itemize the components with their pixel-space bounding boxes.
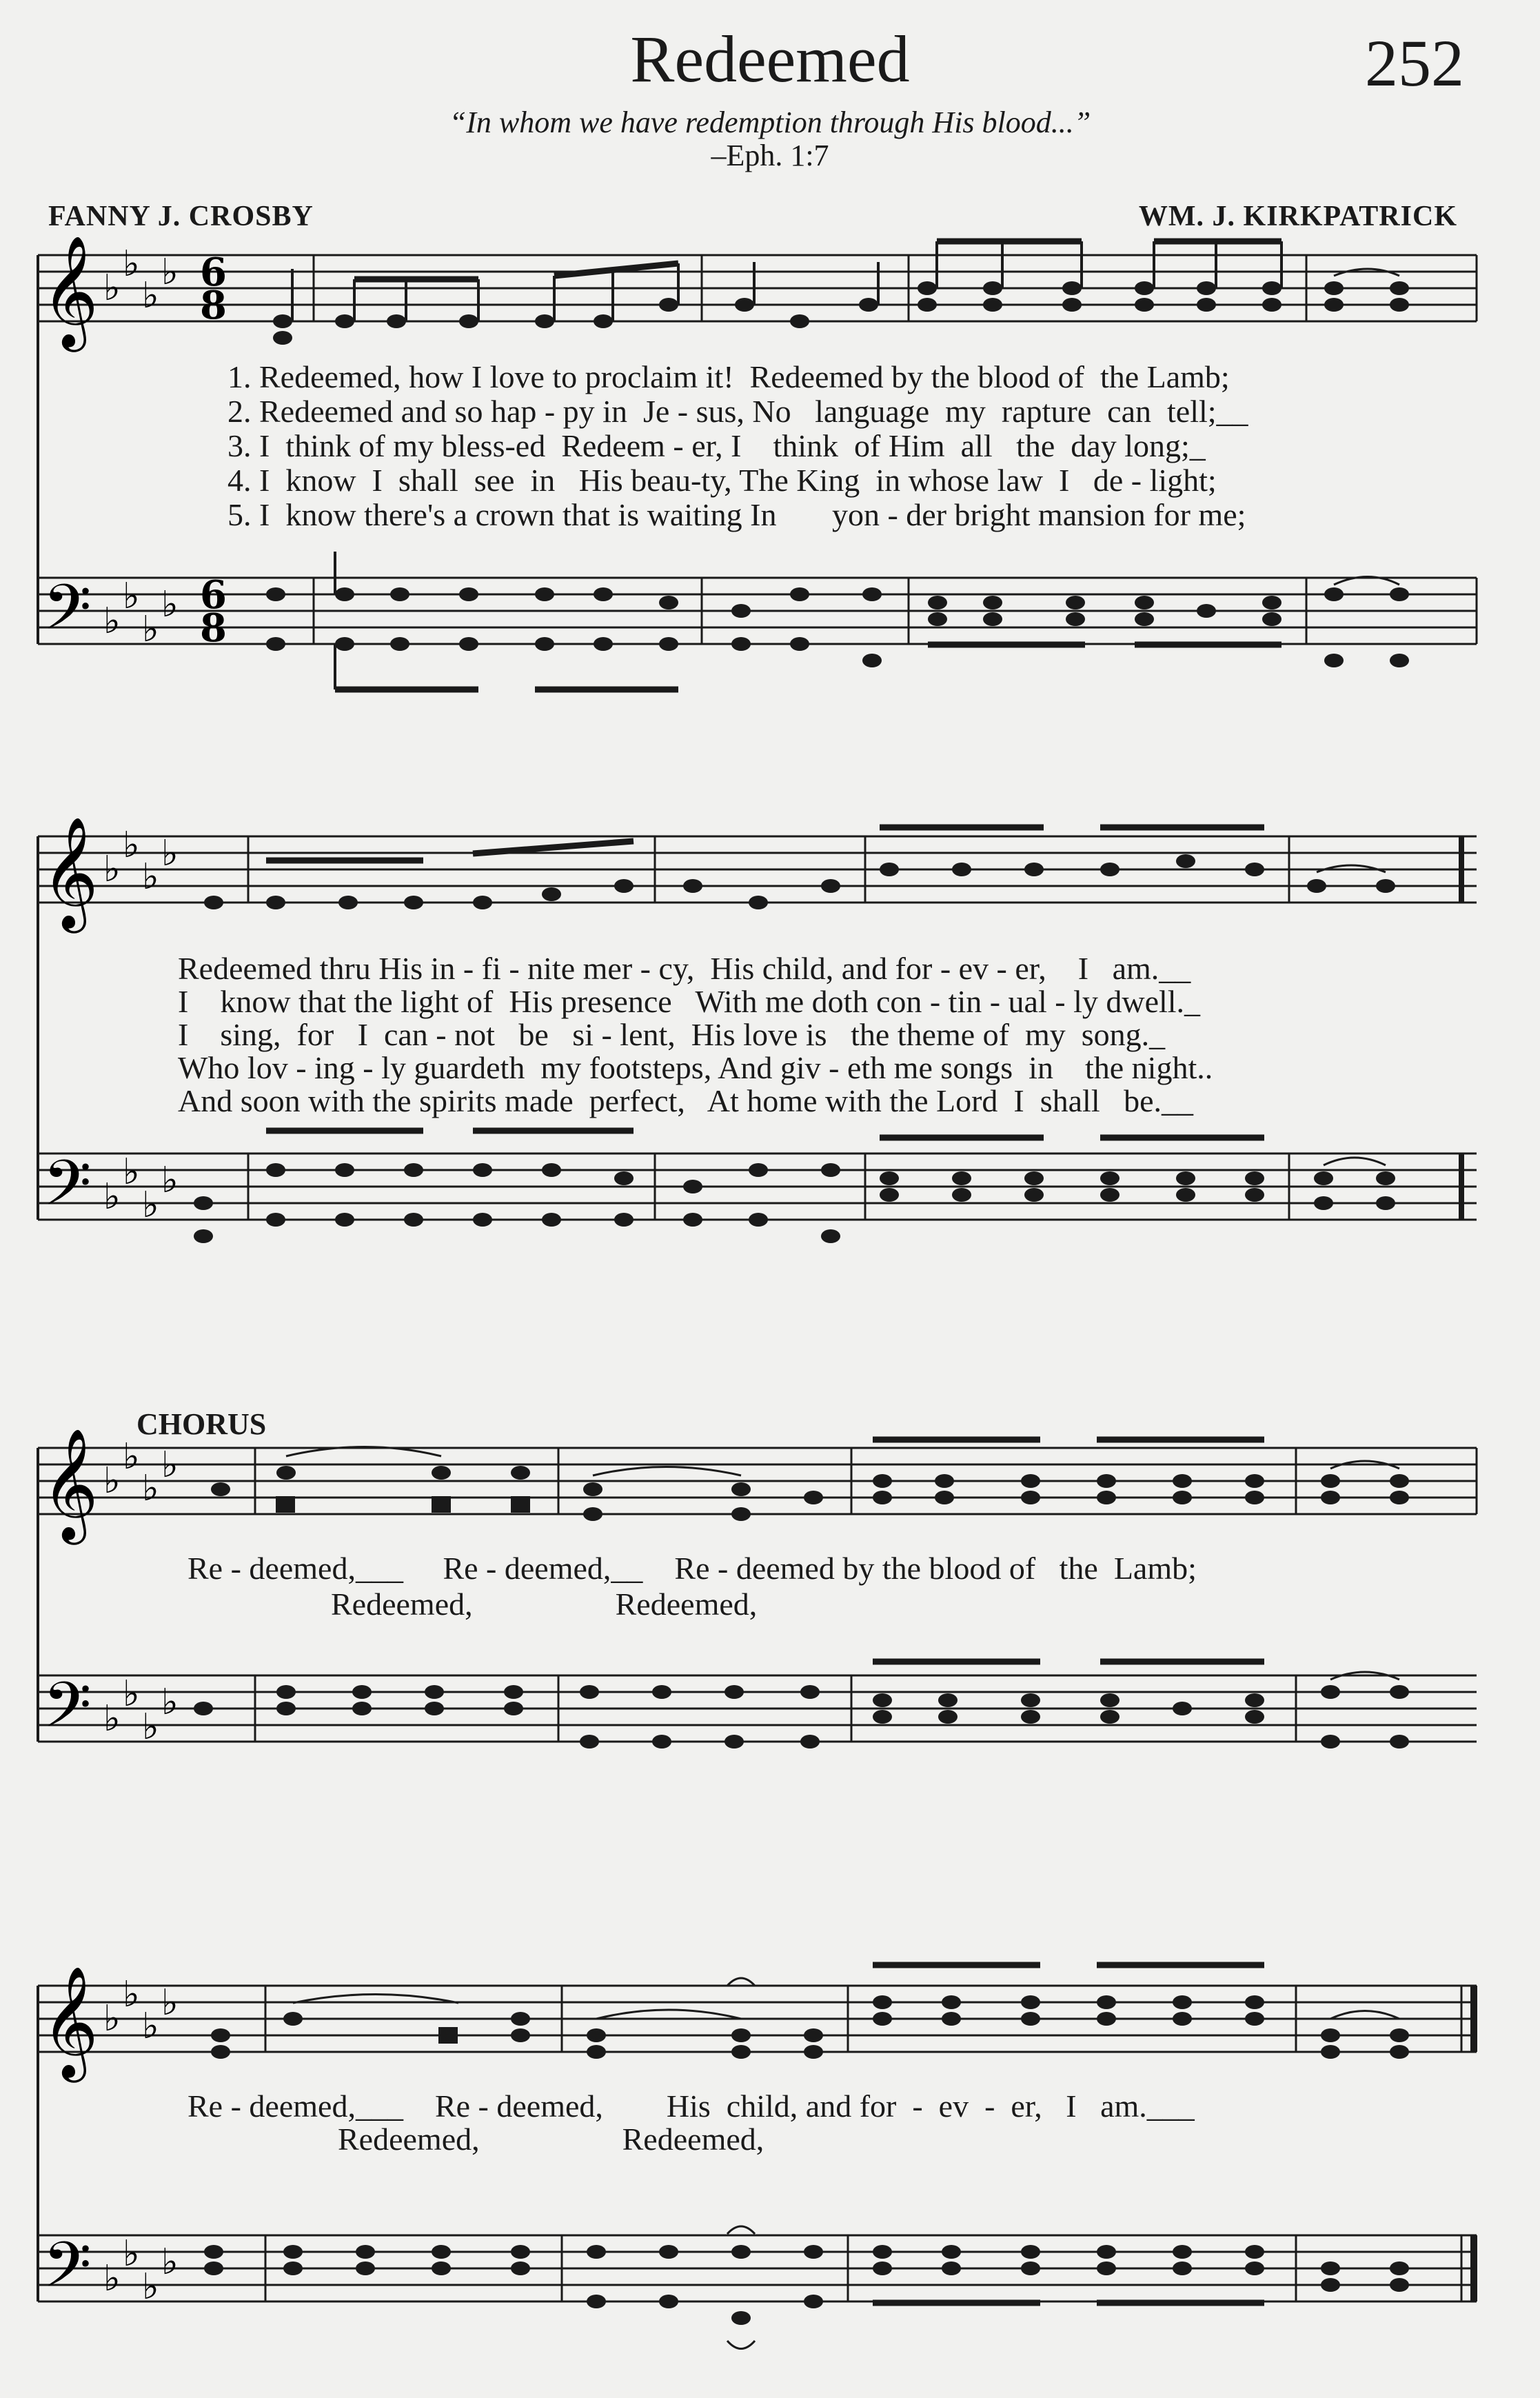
svg-text:♭: ♭ bbox=[123, 825, 140, 866]
svg-text:♭: ♭ bbox=[161, 833, 179, 874]
lyricist-credit: FANNY J. CROSBY bbox=[48, 201, 314, 232]
svg-text:♭: ♭ bbox=[103, 1998, 121, 2039]
bass-clef-icon: 𝄢 bbox=[43, 571, 92, 659]
svg-text:♭: ♭ bbox=[142, 1185, 159, 1226]
hymn-title: Redeemed bbox=[630, 22, 910, 96]
svg-text:♭: ♭ bbox=[123, 1436, 140, 1478]
verse-3-line-2: I sing, for I can - not be si - lent, His love is the theme of my song._ bbox=[178, 1017, 1166, 1052]
svg-text:♭: ♭ bbox=[103, 601, 121, 642]
svg-text:♭: ♭ bbox=[161, 1160, 179, 1201]
svg-text:♭: ♭ bbox=[142, 2006, 159, 2047]
svg-text:♭: ♭ bbox=[161, 1682, 179, 1723]
svg-text:♭: ♭ bbox=[123, 1673, 140, 1715]
svg-text:♭: ♭ bbox=[123, 1151, 140, 1193]
svg-text:♭: ♭ bbox=[123, 576, 140, 617]
svg-text:♭: ♭ bbox=[161, 252, 179, 293]
verse-5-line-1: 5. I know there's a crown that is waiting In yon - der bright mansion for me; bbox=[227, 497, 1246, 532]
svg-text:♭: ♭ bbox=[103, 268, 121, 309]
hymn-number: 252 bbox=[1365, 26, 1464, 100]
svg-text:𝄢: 𝄢 bbox=[43, 1669, 92, 1757]
svg-text:6: 6 bbox=[200, 250, 227, 295]
chorus-line-2-alto: Redeemed, Redeemed, bbox=[338, 2122, 764, 2157]
scripture-quote: “In whom we have redemption through His blood...” bbox=[449, 105, 1091, 139]
svg-text:♭: ♭ bbox=[161, 2241, 179, 2283]
verse-4-line-1: 4. I know I shall see in His beau-ty, The King in whose law I de - light; bbox=[227, 463, 1217, 498]
verse-5-line-2: And soon with the spirits made perfect, At home with the Lord I shall be.__ bbox=[178, 1083, 1194, 1118]
svg-text:𝄞: 𝄞 bbox=[41, 1966, 99, 2078]
svg-text:𝄢: 𝄢 bbox=[43, 2228, 92, 2317]
verse-2-line-1: 2. Redeemed and so hap - py in Je - sus, No language my rapture can tell;__ bbox=[227, 394, 1248, 429]
svg-text:6: 6 bbox=[200, 572, 227, 618]
svg-text:𝄞: 𝄞 bbox=[41, 816, 99, 929]
svg-text:♭: ♭ bbox=[103, 2258, 121, 2299]
svg-text:♭: ♭ bbox=[161, 1444, 179, 1486]
svg-text:♭: ♭ bbox=[103, 1176, 121, 1218]
svg-text:8: 8 bbox=[200, 605, 227, 651]
svg-text:♭: ♭ bbox=[161, 1982, 179, 2024]
svg-text:♭: ♭ bbox=[103, 1698, 121, 1740]
svg-text:♭: ♭ bbox=[123, 1974, 140, 2015]
verse-1-line-1: 1. Redeemed, how I love to proclaim it! Redeemed by the blood of the Lamb; bbox=[227, 359, 1230, 394]
chorus-line-2: Re - deemed,___ Re - deemed, His child, and for - ev - er, I am.___ bbox=[188, 2088, 1195, 2124]
verse-4-line-2: Who lov - ing - ly guardeth my footsteps, And giv - eth me songs in the night.. bbox=[178, 1050, 1213, 1085]
chorus-line-1: Re - deemed,___ Re - deemed,__ Re - deemed by the blood of the Lamb; bbox=[188, 1551, 1197, 1586]
verse-2-line-2: I know that the light of His presence With me doth con - tin - ual - ly dwell._ bbox=[178, 984, 1201, 1019]
svg-text:♭: ♭ bbox=[142, 2266, 159, 2308]
svg-text:♭: ♭ bbox=[123, 243, 140, 285]
svg-text:𝄞: 𝄞 bbox=[41, 1428, 99, 1540]
treble-clef-icon: 𝄞 bbox=[41, 235, 99, 347]
chorus-line-1-alto: Redeemed, Redeemed, bbox=[331, 1586, 758, 1622]
composer-credit: WM. J. KIRKPATRICK bbox=[1138, 201, 1457, 232]
svg-text:♭: ♭ bbox=[161, 584, 179, 625]
svg-text:♭: ♭ bbox=[142, 1468, 159, 1509]
svg-text:8: 8 bbox=[200, 283, 227, 328]
svg-text:♭: ♭ bbox=[142, 275, 159, 316]
verse-3-line-1: 3. I think of my bless-ed Redeem - er, I think of Him all the day long;_ bbox=[227, 428, 1206, 463]
scripture-reference: –Eph. 1:7 bbox=[711, 139, 829, 172]
svg-text:♭: ♭ bbox=[142, 1706, 159, 1748]
chorus-label: CHORUS bbox=[136, 1407, 267, 1441]
verse-1-line-2: Redeemed thru His in - fi - nite mer - cy, His child, and for - ev - er, I am.__ bbox=[178, 951, 1191, 986]
svg-text:𝄢: 𝄢 bbox=[43, 1147, 92, 1235]
svg-text:♭: ♭ bbox=[123, 2233, 140, 2275]
svg-text:♭: ♭ bbox=[103, 849, 121, 890]
svg-text:♭: ♭ bbox=[103, 1460, 121, 1502]
svg-text:♭: ♭ bbox=[142, 609, 159, 650]
svg-text:♭: ♭ bbox=[142, 856, 159, 898]
